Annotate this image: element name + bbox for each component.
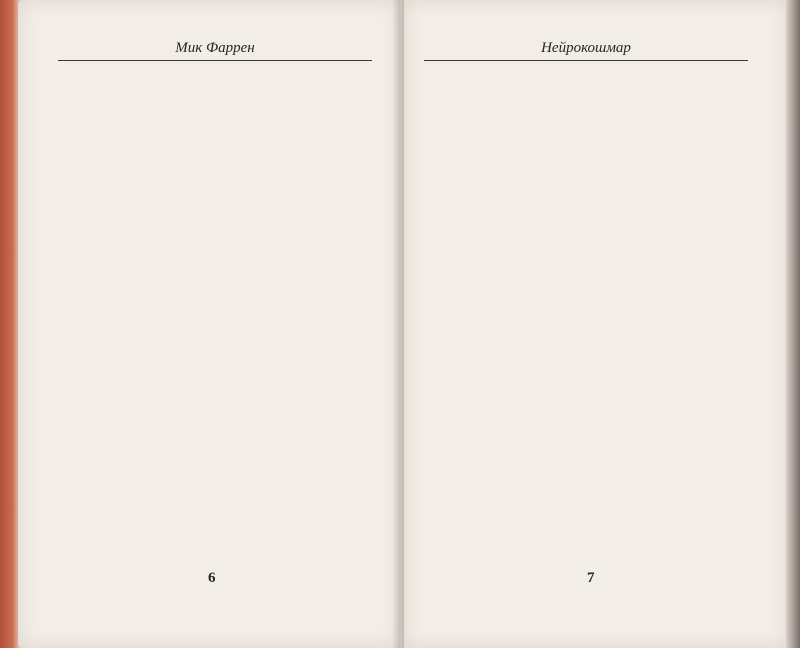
left-page-text — [58, 72, 376, 572]
running-head-right: Нейрокошмар — [541, 40, 631, 56]
right-page-text — [424, 64, 746, 564]
page-number-right: 7 — [587, 570, 595, 586]
page-edges — [786, 0, 800, 648]
page-number-left: 6 — [208, 570, 216, 586]
left-page — [18, 0, 400, 648]
running-head-left: Мик Фаррен — [175, 40, 255, 56]
right-page — [404, 0, 788, 648]
header-rule — [58, 60, 372, 61]
header-rule — [424, 60, 748, 61]
